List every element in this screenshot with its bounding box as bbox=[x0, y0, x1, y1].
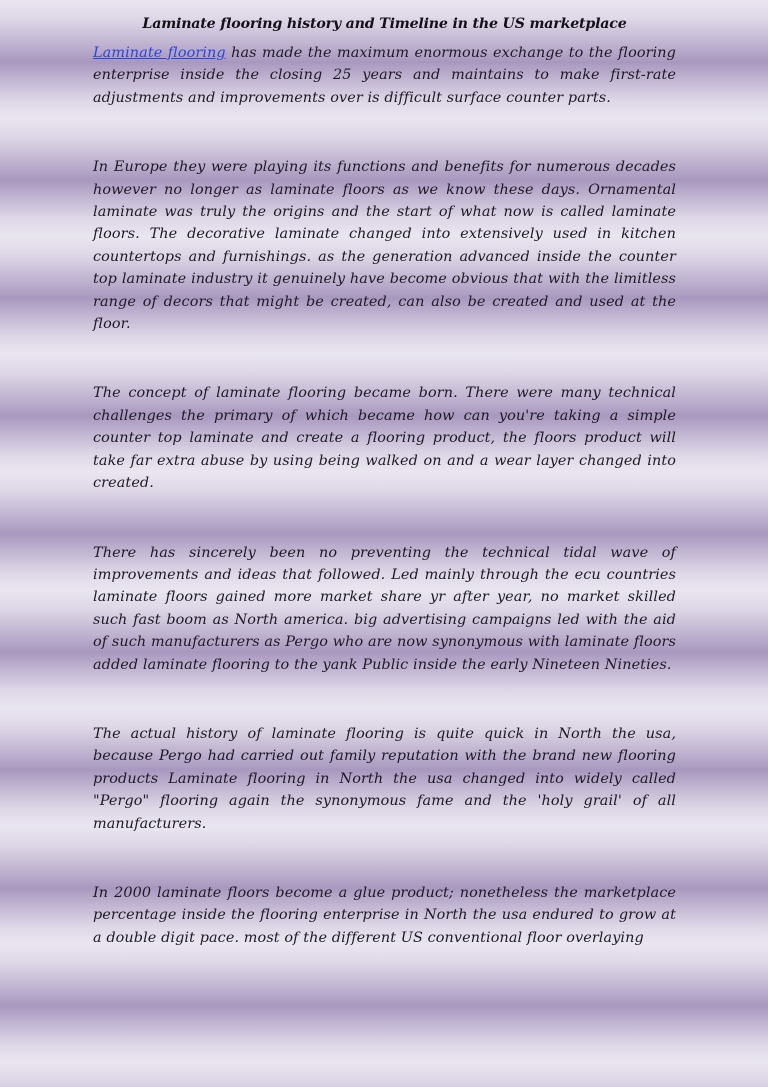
paragraph-year-2000: In 2000 laminate floors become a glue product; nonetheless the marketplace percentage inside the flooring enterprise in North the usa endured to grow at a double digit pace. most of the different US conventional floor overlaying bbox=[93, 884, 676, 946]
paragraph-intro bbox=[93, 42, 676, 109]
intro-text: has made the maximum enormous exchange to the flooring enterprise inside the closing 25 years and maintains to make first-rate adjustments and improvements over is difficult surface counter parts. bbox=[93, 45, 676, 106]
paragraph-improvements: There has sincerely been no preventing the technical tidal wave of improvements and ideas that followed. Led mainly through the ecu countries laminate floors gained more market share yr after year, no market skilled such fast boom as North america. big advertising campaigns led with the aid of such manufacturers as Pergo who are now synonymous with laminate floors added laminate flooring to the yank Public inside the early Nineteen Nineties. bbox=[93, 544, 676, 673]
laminate-flooring-link[interactable]: Laminate flooring bbox=[93, 45, 226, 61]
paragraph-concept-born: The concept of laminate flooring became born. There were many technical challenges the primary of which became how can you're taking a simple counter top laminate and create a flooring product, the floors product will take far extra abuse by using being walked on and a wear layer changed into created. bbox=[93, 385, 676, 492]
paragraph-north-america-history: The actual history of laminate flooring is quite quick in North the usa, because Pergo had carried out family reputation with the brand new flooring products Laminate flooring in North the usa changed into widely called "Pergo" flooring again the synonymous fame and the 'holy grail' of all manufacturers. bbox=[93, 725, 676, 832]
document-title: Laminate flooring history and Timeline in the US marketplace bbox=[142, 16, 627, 32]
paragraph-europe-origins: In Europe they were playing its functions and benefits for numerous decades however no longer as laminate floors as we know these days. Ornamental laminate was truly the origins and the start of what now is called laminate floors. The decorative laminate changed into extensively used in kitchen countertops and furnishings. as the generation advanced inside the counter top laminate industry it genuinely have become obvious that with the limitless range of decors that might be created, can also be created and used at the floor. bbox=[93, 159, 676, 333]
